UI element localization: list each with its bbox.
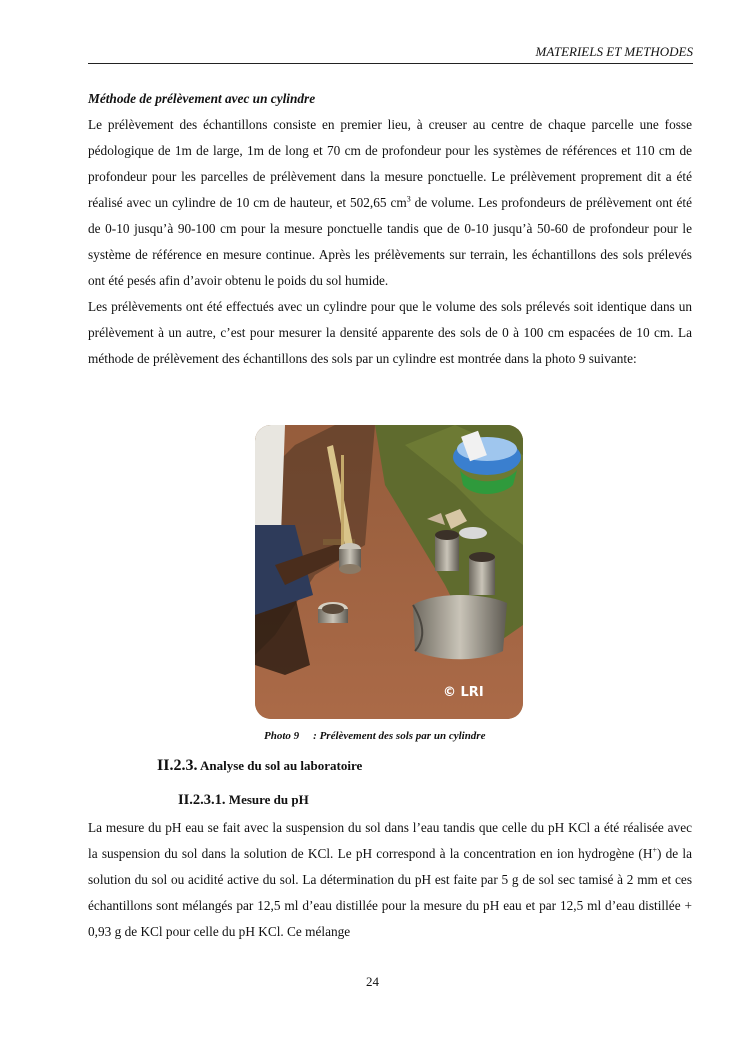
photo-caption (264, 730, 485, 742)
page-number: 24 (366, 974, 379, 989)
photo-watermark: © LRI (443, 685, 484, 700)
ph-text-a: La mesure du pH eau se fait avec la suspension du sol dans l’eau tandis que celle du pH KCl a été réalisée avec la suspension du sol dans la solution de KCl. Le pH correspond à la concentration en ion hydrogène (H (88, 820, 692, 861)
caption-number: Photo 9 (264, 730, 300, 742)
subsection-number: II.2.3.1. (178, 792, 226, 808)
running-title: MATERIELS ET METHODES (535, 44, 693, 59)
section-number: II.2.3. (157, 757, 198, 774)
running-header (88, 44, 693, 64)
ph-text-b: ) de la solution du sol ou acidité active du sol. La détermination du pH est faite par 5 g de sol sec tamisé à 2 mm et ces échantillons sont mélangés par 12,5 ml d’eau distillée pour la mesure du pH eau et par 12,5 ml d’eau distillée + 0,93 g de KCl pour celle du pH KCl. Ce mélange (88, 846, 692, 939)
subsection-heading-ph (178, 792, 309, 809)
soil-sampling-illustration (255, 425, 523, 719)
ph-paragraph (88, 815, 692, 945)
paragraph-1-text-a: Le prélèvement des échantillons consiste en premier lieu, à creuser au centre de chaque parcelle une fosse pédologique de 1m de large, 1m de long et 70 cm de profondeur pour les systèmes de références et 110 cm de profondeur pour les parcelles de prélèvement dans la mesure ponctuelle. Le prélèvement proprement dit a été réalisé avec un cylindre de 10 cm de hauteur, et 502,65 cm (88, 117, 692, 210)
method-paragraph-1 (88, 112, 692, 294)
method-title: Méthode de prélèvement avec un cylindre (88, 91, 316, 106)
section-title: Analyse du sol au laboratoire (200, 758, 363, 773)
caption-text: : Prélèvement des sols par un cylindre (313, 730, 486, 742)
photo-soil-sampling (255, 425, 523, 719)
method-paragraph-2: Les prélèvements ont été effectués avec un cylindre pour que le volume des sols prélevés soit identique dans un prélèvement à un autre, c’est pour mesurer la densité apparente des sols de 0 à 100 cm espacées de 10 cm. La méthode de prélèvement des échantillons des sols par un cylindre est montrée dans la photo 9 suivante: (88, 299, 692, 366)
section-heading-lab-analysis (157, 757, 362, 775)
subsection-title: Mesure du pH (228, 792, 309, 807)
method-section (88, 86, 692, 372)
paragraph-1-text-b: de volume. Les profondeurs de prélèvement ont été de 0-10 jusqu’à 90-100 cm pour la mesure ponctuelle tandis que de 0-10 jusqu’à 50-60 de profondeur pour le système de référence en mesure continue. Après les prélèvements sur terrain, les échantillons des sols prélevés ont été pesés afin d’avoir obtenu le poids du sol humide. (88, 195, 692, 288)
hydrogen-ion-charge: + (652, 845, 657, 855)
volume-exponent: 3 (406, 194, 411, 204)
